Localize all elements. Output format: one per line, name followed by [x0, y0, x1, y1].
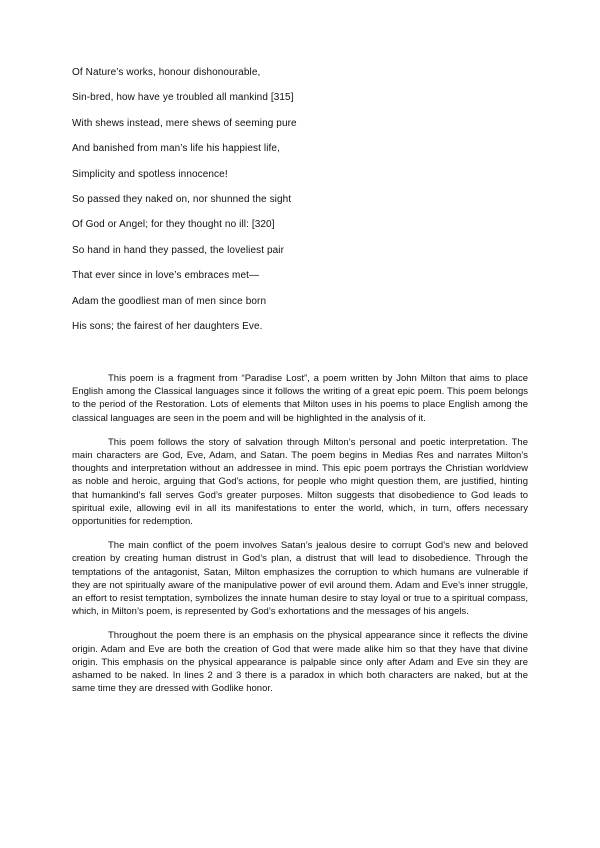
- poem-line: And banished from man’s life his happiest life,: [72, 143, 280, 155]
- poem-line: That ever since in love’s embraces met—: [72, 270, 260, 282]
- poem-line: His sons; the fairest of her daughters Eve.: [72, 320, 263, 332]
- poem-line: With shews instead, mere shews of seeming pure: [72, 117, 297, 129]
- paragraph-story: This poem follows the story of salvation through Milton’s personal and poetic interpretation. The main characters are God, Eve, Adam, and Satan. The poem begins in Medias Res and narrates Milton’s thoughts and interpretation without an addressee in mind. This epic poem portrays the Christian worldview as noble and heroic, arguing that God’s actions, for people who might question them, are justified, hinting that humankind’s fall serves God’s greater purposes. Milton suggests that disobedience to God leads to spiritual exile, allowing evil in all its manifestations to enter the world, which, in turn, offers necessary opportunities for redemption.: [72, 436, 528, 528]
- poem-line: So hand in hand they passed, the loveliest pair: [72, 244, 285, 256]
- paragraph-intro: This poem is a fragment from “Paradise Lost”, a poem written by John Milton that aims to place English among the Classical languages since it follows the writing of a great epic poem. This poem belongs to the period of the Restoration. Lots of elements that Milton uses in his poems to place English among the classical languages are seen in the poem and will be highlighted in the analysis of it.: [72, 373, 528, 424]
- poem-excerpt: [72, 66, 532, 345]
- poem-line: Of God or Angel; for they thought no ill: [320]: [72, 219, 275, 231]
- poem-line: Simplicity and spotless innocence!: [72, 168, 228, 180]
- analysis-body: [72, 372, 528, 706]
- poem-line: Of Nature’s works, honour dishonourable,: [72, 67, 261, 78]
- poem-line: Adam the goodliest man of men since born: [72, 295, 267, 307]
- paragraph-appearance: Throughout the poem there is an emphasis on the physical appearance since it reflects the divine origin. Adam and Eve are both the creation of God that were made alike him so that they have that divine origin. This emphasis on the physical appearance is palpable since only after Adam and Eve sin they are ashamed to be naked. In lines 2 and 3 there is a paradox in which both characters are naked, but at the same time they are dressed with Godlike honor.: [72, 630, 528, 695]
- paragraph-conflict: The main conflict of the poem involves Satan’s jealous desire to corrupt God’s new and beloved creation by creating human distrust in God’s plan, a distrust that will lead to disobedience. Through the temptations of the antagonist, Satan, Milton emphasizes the corruption to which humans are vulnerable if they are not spiritually aware of the manipulative power of evil around them. Adam and Eve’s inner struggle, an effort to resist temptation, symbolizes the innate human desire to stay loyal or true to a spiritual compass, which, in Milton’s poem, is represented by God’s exhortations and the messages of his angels.: [72, 540, 528, 618]
- poem-line: So passed they naked on, nor shunned the sight: [72, 193, 292, 205]
- poem-line: Sin-bred, how have ye troubled all mankind [315]: [72, 92, 294, 104]
